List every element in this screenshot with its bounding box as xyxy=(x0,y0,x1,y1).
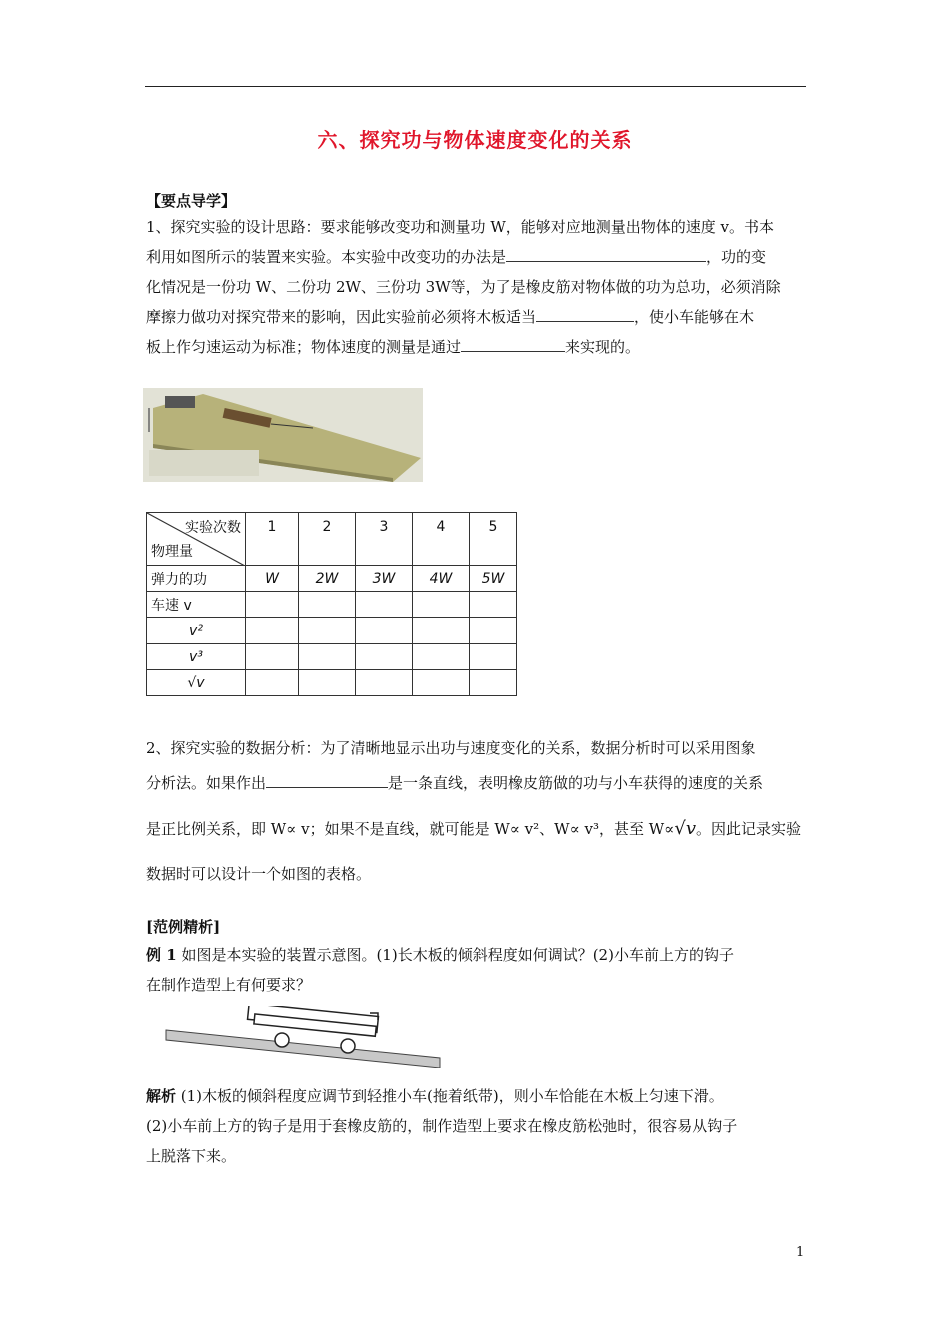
example-line1: 例 1 如图是本实验的装置示意图。(1)长木板的倾斜程度如何调试？(2)小车前上方的钩子 xyxy=(146,946,734,964)
table-cell xyxy=(413,670,470,696)
para1-line5: 板上作匀速运动为标准；物体速度的测量是通过 来实现的。 xyxy=(146,332,806,362)
table-cell xyxy=(356,618,413,644)
para2-line1: 2、探究实验的数据分析：为了清晰地显示出功与速度变化的关系，数据分析时可以采用图象 xyxy=(146,739,756,757)
table-row xyxy=(147,644,517,670)
table-cell xyxy=(413,592,470,618)
table-cell xyxy=(299,670,356,696)
page-number: 1 xyxy=(796,1245,805,1260)
para2-line3: 是正比例关系，即 W∝ v；如果不是直线，就可能是 W∝ v²、W∝ v³，甚至 W∝√v。因此记录实验 xyxy=(146,818,801,839)
paragraph-2 xyxy=(146,731,806,892)
para1-line2: 利用如图所示的装置来实验。本实验中改变功的办法是 ，功的变 xyxy=(146,242,806,272)
table-cell: W xyxy=(246,566,299,592)
table-row xyxy=(147,618,517,644)
example-1 xyxy=(146,940,806,1000)
row-label: √v xyxy=(147,670,246,696)
cart-incline-diagram xyxy=(164,1006,444,1068)
para1-line3: 化情况是一份功 W、二份功 2W、三份功 3W等，为了是橡皮筋对物体做的功为总功，必须消除 xyxy=(146,278,781,296)
table-cell xyxy=(299,644,356,670)
blank-speed-measure xyxy=(461,333,565,352)
para1-line4: 摩擦力做功对探究带来的影响，因此实验前必须将木板适当 ，使小车能够在木 xyxy=(146,302,806,332)
corner-label-bottom: 物理量 xyxy=(151,544,193,560)
table-cell xyxy=(470,644,517,670)
row-label: v³ xyxy=(147,644,246,670)
column-header: 1 xyxy=(246,513,299,566)
corner-label-top: 实验次数 xyxy=(185,520,241,536)
analysis-line3: 上脱落下来。 xyxy=(146,1147,237,1165)
column-header: 3 xyxy=(356,513,413,566)
sqrt-v-symbol: √v xyxy=(674,818,696,839)
table-corner-cell xyxy=(147,513,246,566)
table-cell xyxy=(246,618,299,644)
section-heading-guide: 【要点导学】 xyxy=(146,192,237,210)
para1-line1: 1、探究实验的设计思路：要求能够改变功和测量功 W，能够对应地测量出物体的速度 v。书本 xyxy=(146,218,774,236)
blank-graph-axis xyxy=(266,769,388,788)
table-row xyxy=(147,670,517,696)
analysis-label: 解析 xyxy=(146,1087,177,1105)
table-cell xyxy=(413,644,470,670)
analysis xyxy=(146,1081,806,1171)
table-cell xyxy=(470,618,517,644)
row-label: 车速 v xyxy=(147,592,246,618)
table-cell xyxy=(246,644,299,670)
table-cell: 4W xyxy=(413,566,470,592)
table-cell xyxy=(246,670,299,696)
table-cell: 5W xyxy=(470,566,517,592)
table-row xyxy=(147,592,517,618)
table-cell xyxy=(299,618,356,644)
table-cell xyxy=(356,644,413,670)
column-header: 4 xyxy=(413,513,470,566)
table-cell xyxy=(470,592,517,618)
table-cell xyxy=(413,618,470,644)
table-cell: 2W xyxy=(299,566,356,592)
table-cell xyxy=(299,592,356,618)
data-table xyxy=(146,512,517,696)
blank-change-work-method xyxy=(506,243,706,262)
header-rule xyxy=(145,86,806,87)
para2-line2: 分析法。如果作出 是一条直线，表明橡皮筋做的功与小车获得的速度的关系 xyxy=(146,766,806,801)
data-table-wrapper xyxy=(146,512,517,696)
section-heading-examples: [范例精析] xyxy=(146,918,221,936)
analysis-line1: 解析 (1)木板的倾斜程度应调节到轻推小车(拖着纸带)，则小车恰能在木板上匀速下滑。 xyxy=(146,1087,724,1105)
row-label: v² xyxy=(147,618,246,644)
example-line2: 在制作造型上有何要求？ xyxy=(146,976,312,994)
table-cell xyxy=(470,670,517,696)
row-label: 弹力的功 xyxy=(147,566,246,592)
table-row xyxy=(147,566,517,592)
page-title: 六、探究功与物体速度变化的关系 xyxy=(317,128,633,152)
column-header: 2 xyxy=(299,513,356,566)
para2-line4: 数据时可以设计一个如图的表格。 xyxy=(146,865,372,883)
paragraph-1 xyxy=(146,212,806,362)
table-cell: 3W xyxy=(356,566,413,592)
blank-board-tilt xyxy=(536,303,634,322)
table-cell xyxy=(356,592,413,618)
apparatus-photo xyxy=(143,388,423,482)
example-label: 例 1 xyxy=(146,946,177,964)
column-header: 5 xyxy=(470,513,517,566)
table-cell xyxy=(246,592,299,618)
analysis-line2: (2)小车前上方的钩子是用于套橡皮筋的，制作造型上要求在橡皮筋松弛时，很容易从钩子 xyxy=(146,1117,738,1135)
table-cell xyxy=(356,670,413,696)
